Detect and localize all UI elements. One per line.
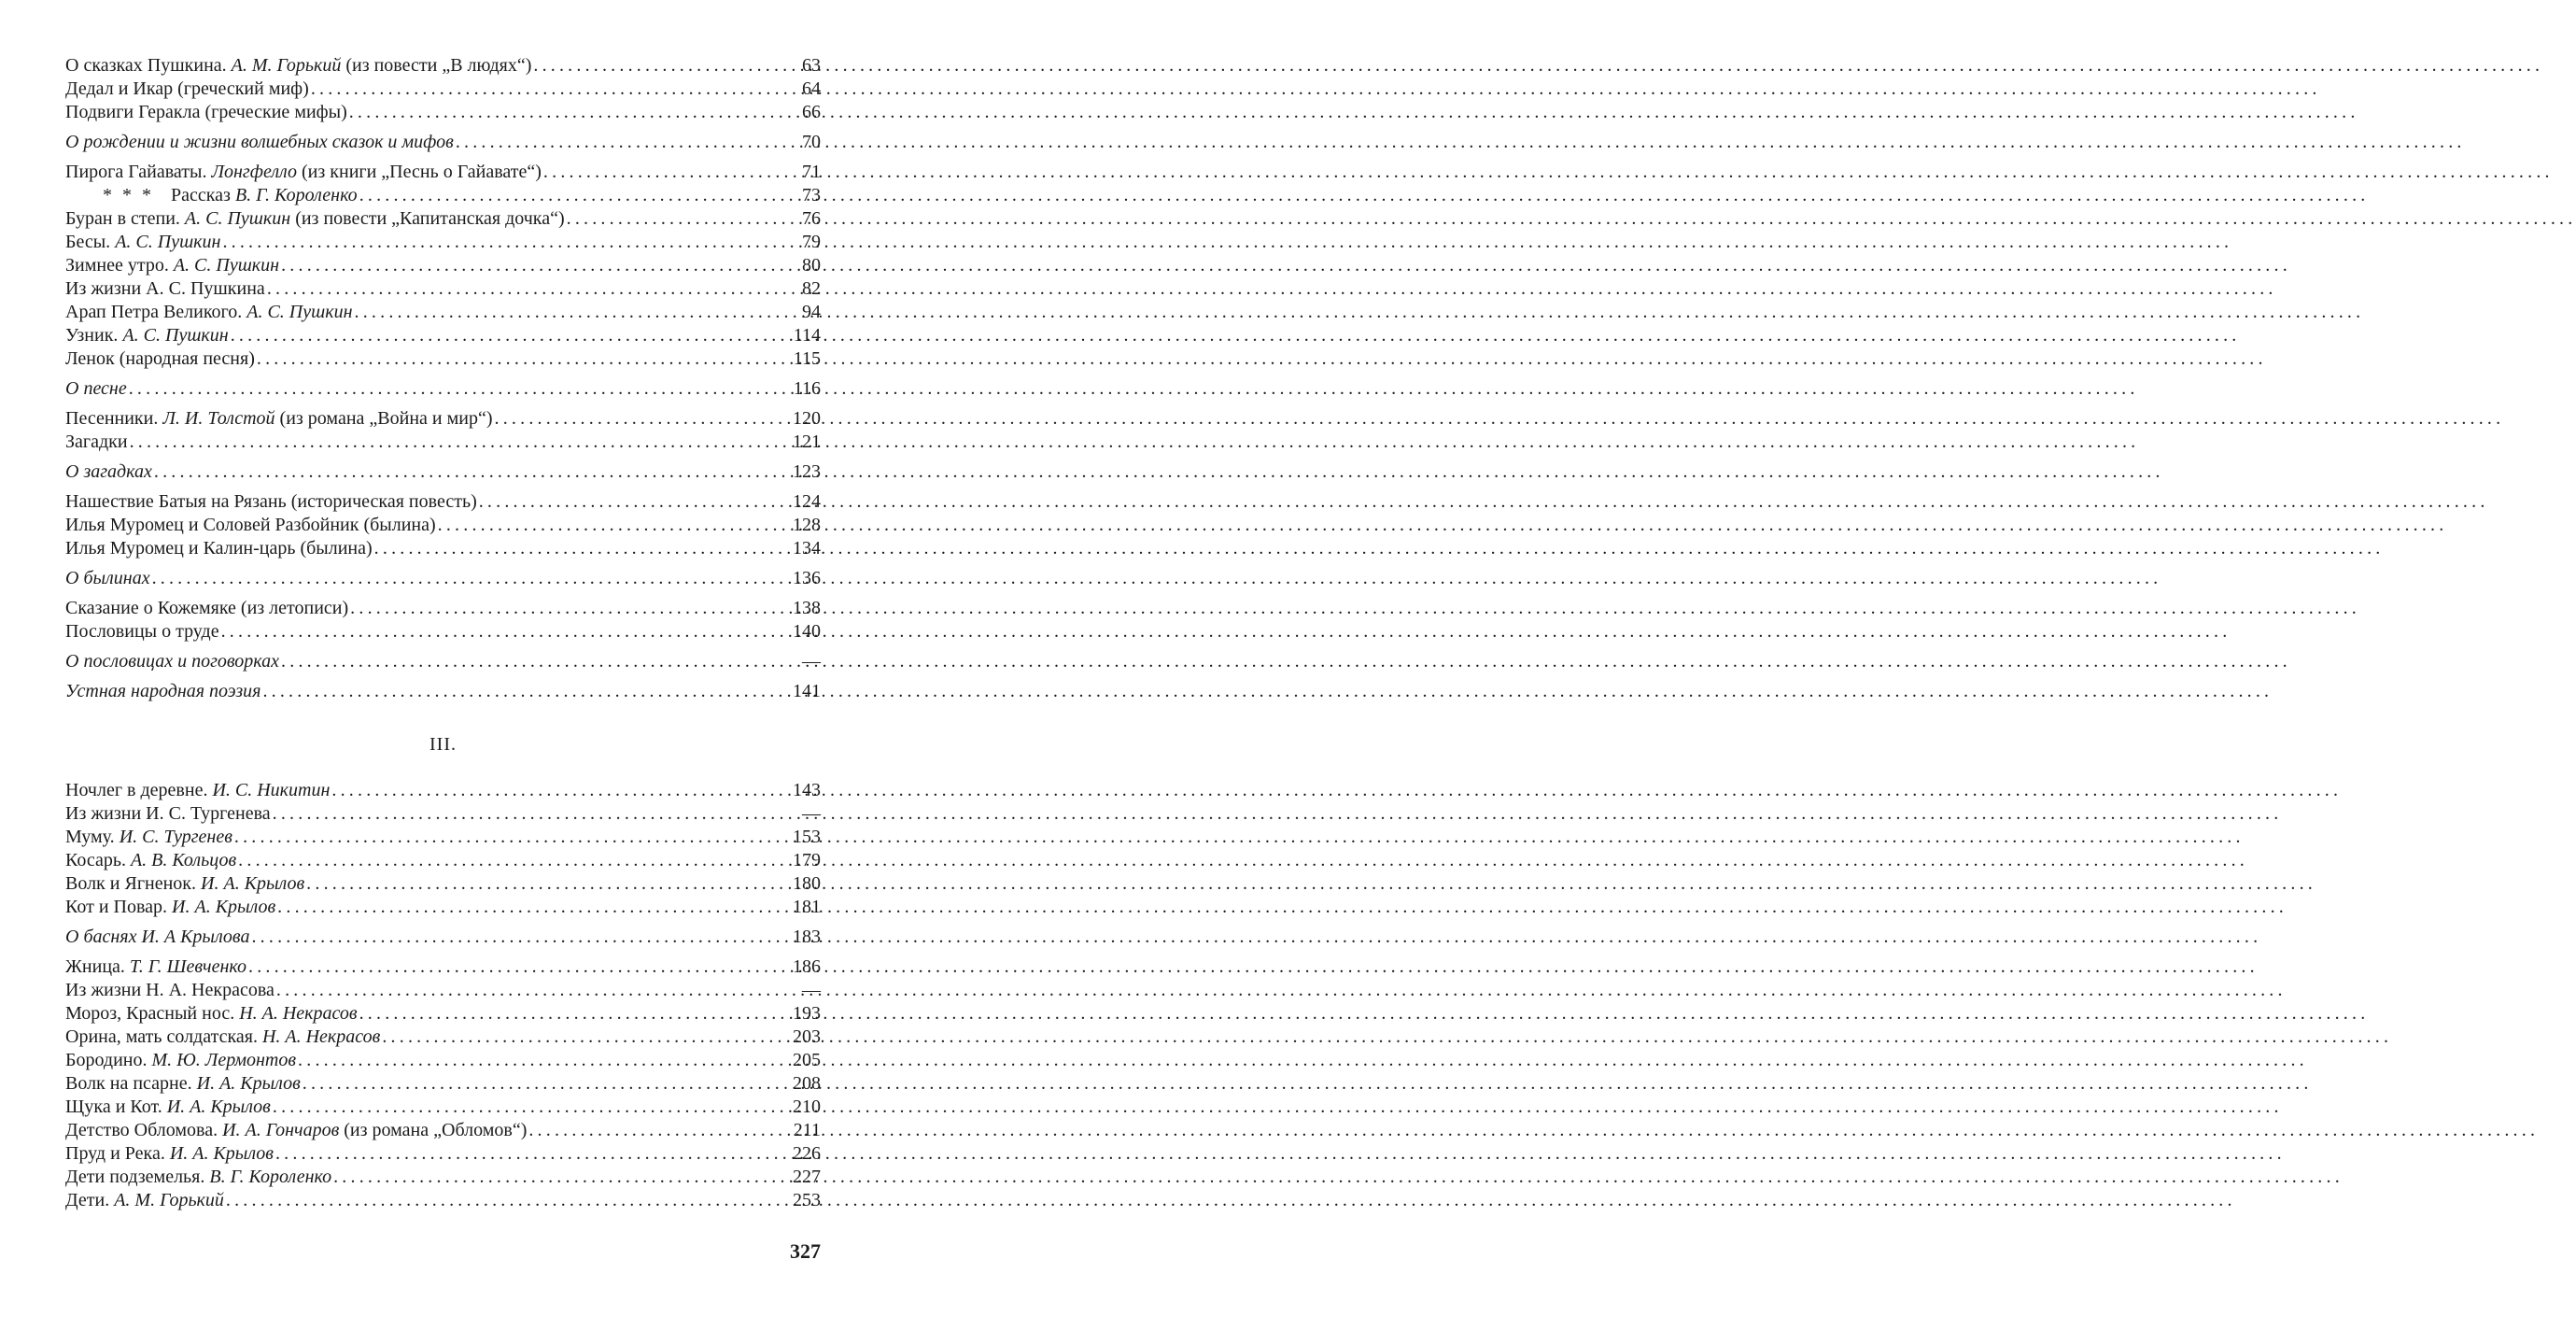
toc-entry-title-text: Нашествие Батыя на Рязань (историческая повесть) <box>65 491 477 512</box>
toc-entry-leader-dots <box>234 826 791 849</box>
toc-entry-title-text: Илья Муромец и Калин-царь (былина) <box>65 538 373 559</box>
toc-entry-page-number: 71 <box>802 162 821 182</box>
toc-entry-page-number: 116 <box>793 378 821 399</box>
toc-entry <box>65 101 821 124</box>
toc-entry <box>65 1096 821 1119</box>
toc-entry <box>65 1002 821 1026</box>
toc-entry-leader-dots <box>277 896 791 919</box>
toc-entry-title <box>65 779 330 802</box>
toc-entry-title <box>65 277 265 301</box>
toc-entry-page-number: 73 <box>802 185 821 205</box>
toc-entry-author: А. С. Пушкин <box>122 325 229 346</box>
toc-entry-title <box>65 431 128 454</box>
toc-entry <box>65 347 821 371</box>
toc-entry <box>65 597 821 620</box>
toc-entry-title <box>65 926 249 949</box>
toc-entry-title-text: Арап Петра Великого. <box>65 302 247 322</box>
toc-entry-italic-title: О баснях И. А Крылова <box>65 927 250 947</box>
toc-entry <box>65 650 821 673</box>
toc-entry-title <box>65 620 219 644</box>
toc-entry-title-text: Подвиги Геракла (греческие мифы) <box>65 102 347 122</box>
toc-entry-leader-dots <box>331 779 791 802</box>
toc-entry <box>65 779 821 802</box>
toc-entry-leader-dots <box>374 537 791 560</box>
toc-entry-page-number: 186 <box>793 956 821 977</box>
toc-entry-leader-dots <box>311 78 791 101</box>
toc-entry-author: И. А. Крылов <box>172 897 276 917</box>
toc-entry <box>65 231 821 254</box>
toc-entry-page-number: 253 <box>793 1190 821 1210</box>
toc-entry-page-number: 66 <box>802 102 821 122</box>
toc-entry-page-number: 63 <box>802 55 821 76</box>
toc-entry-title <box>65 567 150 590</box>
toc-entry-author: И. А. Крылов <box>169 1143 274 1164</box>
toc-entry-page-number: — <box>802 980 821 1000</box>
toc-entry-title-text: Орина, мать солдатская. <box>65 1026 262 1047</box>
toc-entry-italic-title: Устная народная поэзия <box>65 681 261 701</box>
toc-entry-title-text: Загадки <box>65 432 128 452</box>
toc-entry <box>65 802 821 826</box>
toc-entry-title <box>65 161 542 184</box>
toc-entry-title <box>65 460 152 484</box>
toc-entry-page-number: 140 <box>793 621 821 642</box>
toc-entry <box>65 979 821 1002</box>
toc-entry-title-suffix: (из романа „Обломов“) <box>339 1120 528 1140</box>
toc-entry-title-text: Песенники. <box>65 408 163 429</box>
toc-entry <box>65 161 821 184</box>
toc-entry-page-number: 181 <box>793 897 821 917</box>
toc-entry-title-text: Пирога Гайаваты. <box>65 162 212 182</box>
toc-entry-page-number: 120 <box>793 408 821 429</box>
toc-entry-page-number: 115 <box>793 348 821 369</box>
toc-entry-title-text: Бесы. <box>65 232 116 252</box>
toc-entry-leader-dots <box>154 460 791 484</box>
toc-entry-leader-dots <box>303 1072 791 1096</box>
toc-entry-leader-dots <box>333 1166 791 1189</box>
toc-entry <box>65 131 821 154</box>
toc-entry-author: М. Ю. Лермонтов <box>151 1050 297 1070</box>
toc-entry-title-text: Ленок (народная песня) <box>65 348 255 369</box>
toc-entry-author: А. В. Кольцов <box>130 850 237 870</box>
toc-entry <box>65 254 821 277</box>
toc-entry-author: В. Г. Короленко <box>209 1167 332 1187</box>
toc-entry-author: И. А. Крылов <box>166 1097 271 1117</box>
toc-entry-title-text: Косарь. <box>65 850 131 870</box>
toc-entry-author: Лонгфелло <box>211 162 298 182</box>
toc-entry-author: И. А. Крылов <box>196 1073 301 1094</box>
toc-entry-title <box>65 231 220 254</box>
toc-entry-leader-dots <box>273 1096 791 1119</box>
toc-entry-title <box>65 407 493 431</box>
toc-entry-title-text: Пословицы о труде <box>65 621 219 642</box>
toc-entry-page-number: 193 <box>793 1003 821 1024</box>
toc-entry-title-suffix: (из повести „Капитанская дочка“) <box>290 208 565 229</box>
toc-entry-title-text: Ночлег в деревне. <box>65 780 213 800</box>
toc-entry-page-number: 128 <box>793 515 821 535</box>
toc-entry-leader-dots <box>359 1002 791 1026</box>
toc-entry-title <box>65 54 531 78</box>
toc-entry-title-text: Кот и Повар. <box>65 897 173 917</box>
toc-entry <box>65 1189 821 1212</box>
toc-entry-title <box>65 324 229 347</box>
toc-entry-title <box>65 1119 527 1142</box>
toc-entry <box>65 514 821 537</box>
toc-entry <box>65 301 821 324</box>
toc-entry-leader-dots <box>533 54 791 78</box>
toc-entry-title-text: Щука и Кот. <box>65 1097 167 1117</box>
toc-entry-author: Т. Г. Шевченко <box>129 956 246 977</box>
toc-entry-leader-dots <box>238 849 791 872</box>
toc-entry <box>65 1049 821 1072</box>
toc-entry <box>65 680 821 703</box>
toc-entry-author: И. С. Тургенев <box>119 827 232 847</box>
toc-entry-title <box>65 301 353 324</box>
toc-entry-page-number: — <box>802 803 821 824</box>
toc-entry-leader-dots <box>382 1026 791 1049</box>
toc-entry-title-text: Рассказ <box>171 185 235 205</box>
toc-entry <box>65 277 821 301</box>
toc-entry-leader-dots <box>495 407 791 431</box>
toc-entry-italic-title: О загадках <box>65 461 152 482</box>
toc-entry-leader-dots <box>355 301 791 324</box>
toc-entry-leader-dots <box>543 161 791 184</box>
toc-entry-title-text: О сказках Пушкина. <box>65 55 232 76</box>
toc-entry <box>65 460 821 484</box>
toc-entry-leader-dots <box>262 680 791 703</box>
toc-entry <box>65 620 821 644</box>
toc-entry-page-number: — <box>802 651 821 672</box>
toc-entry <box>65 407 821 431</box>
toc-entry-leader-dots <box>350 597 791 620</box>
toc-entry <box>65 207 821 231</box>
toc-entry <box>65 377 821 401</box>
toc-entry-leader-dots <box>281 650 791 673</box>
toc-entry <box>65 1142 821 1166</box>
toc-entry-title <box>65 826 232 849</box>
toc-entry-leader-dots <box>129 377 791 401</box>
toc-entry-page-number: 153 <box>793 827 821 847</box>
toc-entry-author: И. С. Никитин <box>212 780 331 800</box>
toc-entry-title <box>65 872 304 896</box>
toc-entry-stars: * * * <box>103 185 154 205</box>
toc-entry-title-text: Зимнее утро. <box>65 255 174 276</box>
toc-entry-page-number: 210 <box>793 1097 821 1117</box>
toc-list-part1 <box>65 54 821 703</box>
toc-entry <box>65 431 821 454</box>
toc-entry-italic-title: О пословицах и поговорках <box>65 651 280 672</box>
toc-entry-title-suffix: (из книги „Песнь о Гайавате“) <box>297 162 542 182</box>
toc-entry-leader-dots <box>349 101 791 124</box>
toc-entry-leader-dots <box>273 802 791 826</box>
toc-list-part2 <box>65 779 821 1212</box>
toc-entry <box>65 184 821 207</box>
toc-entry-title <box>65 597 348 620</box>
toc-entry <box>65 1119 821 1142</box>
toc-entry-italic-title: О былинах <box>65 568 150 588</box>
toc-entry <box>65 872 821 896</box>
toc-entry-title <box>65 254 279 277</box>
toc-entry-title <box>65 184 358 207</box>
toc-entry-page-number: 227 <box>793 1167 821 1187</box>
toc-entry-title <box>65 802 271 826</box>
toc-entry-title-text: Из жизни И. С. Тургенева <box>65 803 271 824</box>
toc-entry-leader-dots <box>251 926 791 949</box>
toc-entry-title-text: Из жизни Н. А. Некрасова <box>65 980 274 1000</box>
toc-entry-author: А. С. Пушкин <box>173 255 280 276</box>
toc-entry-title-text: Муму. <box>65 827 120 847</box>
toc-entry-title <box>65 347 255 371</box>
toc-entry-title-text: Волк и Ягненок. <box>65 873 202 894</box>
toc-entry-page-number: 136 <box>793 568 821 588</box>
toc-entry-title <box>65 1049 296 1072</box>
toc-entry-author: Н. А. Некрасов <box>239 1003 358 1024</box>
toc-entry-title-text: Пруд и Река. <box>65 1143 170 1164</box>
toc-entry-title <box>65 979 274 1002</box>
toc-entry-leader-dots <box>479 490 791 514</box>
toc-entry-title <box>65 377 127 401</box>
toc-entry-page-number: 114 <box>793 325 821 346</box>
toc-entry-title <box>65 207 565 231</box>
toc-entry-title <box>65 955 246 979</box>
toc-entry-leader-dots <box>567 207 791 231</box>
toc-entry-page-number: 141 <box>793 681 821 701</box>
toc-entry-title <box>65 537 373 560</box>
toc-entry-leader-dots <box>222 231 791 254</box>
toc-entry-author: Л. И. Толстой <box>162 408 275 429</box>
toc-entry-title-suffix: (из повести „В людях“) <box>341 55 532 76</box>
toc-entry-page-number: 94 <box>802 302 821 322</box>
toc-entry <box>65 1026 821 1049</box>
toc-entry-title-text: Мороз, Красный нос. <box>65 1003 240 1024</box>
toc-entry-leader-dots <box>456 131 791 154</box>
toc-entry-author: А. М. Горький <box>231 55 342 76</box>
section-heading: III. <box>429 734 457 755</box>
toc-entry-page-number: 80 <box>802 255 821 276</box>
toc-entry-italic-title: О рождении и жизни волшебных сказок и мифов <box>65 132 454 152</box>
toc-entry-page-number: 226 <box>793 1143 821 1164</box>
toc-entry-page-number: 179 <box>793 850 821 870</box>
toc-entry-italic-title: О песне <box>65 378 127 399</box>
toc-entry-leader-dots <box>248 955 791 979</box>
toc-entry <box>65 849 821 872</box>
toc-entry-title-text: Дети. <box>65 1190 115 1210</box>
toc-entry-title-text: Жница. <box>65 956 130 977</box>
toc-entry-title-text: Дети подземелья. <box>65 1167 210 1187</box>
toc-entry-author: А. С. Пушкин <box>246 302 353 322</box>
toc-entry-page-number: 123 <box>793 461 821 482</box>
toc-entry-title <box>65 1072 301 1096</box>
toc-entry-leader-dots <box>267 277 791 301</box>
toc-entry <box>65 896 821 919</box>
toc-entry-title <box>65 1002 358 1026</box>
toc-entry-leader-dots <box>281 254 791 277</box>
toc-entry-page-number: 183 <box>793 927 821 947</box>
toc-entry-leader-dots <box>275 1142 791 1166</box>
toc-entry <box>65 537 821 560</box>
toc-entry-title-text: Сказание о Кожемяке (из летописи) <box>65 598 349 618</box>
toc-entry <box>65 54 821 78</box>
toc-entry-title <box>65 896 275 919</box>
toc-entry-leader-dots <box>152 567 791 590</box>
toc-entry-title-text: Буран в степи. <box>65 208 185 229</box>
toc-entry-title <box>65 490 477 514</box>
toc-entry-leader-dots <box>438 514 791 537</box>
toc-entry-title <box>65 1096 271 1119</box>
toc-entry <box>65 1072 821 1096</box>
toc-entry-leader-dots <box>528 1119 791 1142</box>
toc-entry-title-text: Илья Муромец и Соловей Разбойник (былина) <box>65 515 436 535</box>
toc-entry-title-text: Дедал и Икар (греческий миф) <box>65 78 309 99</box>
toc-entry-page-number: 211 <box>793 1120 821 1140</box>
toc-entry-page-number: 143 <box>793 780 821 800</box>
toc-entry-page-number: 138 <box>793 598 821 618</box>
toc-entry-author: И. А. Гончаров <box>222 1120 340 1140</box>
toc-entry-title <box>65 101 347 124</box>
toc-entry-title <box>65 849 236 872</box>
toc-entry-title <box>65 680 260 703</box>
toc-entry-title-suffix: (из романа „Война и мир“) <box>274 408 493 429</box>
toc-entry <box>65 567 821 590</box>
toc-entry-page-number: 124 <box>793 491 821 512</box>
toc-entry-title-text: Из жизни А. С. Пушкина <box>65 278 265 299</box>
toc-entry-author: А. С. Пушкин <box>115 232 221 252</box>
toc-entry-author: А. С. Пушкин <box>184 208 291 229</box>
toc-entry-title-text: Бородино. <box>65 1050 152 1070</box>
toc-entry-author: А. М. Горький <box>114 1190 224 1210</box>
toc-entry-title <box>65 1142 274 1166</box>
page-number-folio: 327 <box>790 1239 821 1263</box>
toc-entry-author: В. Г. Короленко <box>234 185 358 205</box>
toc-entry-title <box>65 1026 380 1049</box>
toc-entry-page-number: 205 <box>793 1050 821 1070</box>
toc-entry-page-number: 79 <box>802 232 821 252</box>
toc-page <box>65 54 821 1212</box>
toc-entry-title <box>65 1166 331 1189</box>
toc-entry-title <box>65 650 279 673</box>
toc-entry-page-number: 121 <box>793 432 821 452</box>
toc-entry-title-text: Волк на псарне. <box>65 1073 197 1094</box>
toc-entry-title <box>65 131 454 154</box>
toc-entry-page-number: 82 <box>802 278 821 299</box>
toc-entry <box>65 955 821 979</box>
toc-entry-leader-dots <box>359 184 791 207</box>
toc-entry-leader-dots <box>130 431 791 454</box>
toc-entry-author: И. А. Крылов <box>201 873 305 894</box>
toc-entry-title <box>65 514 436 537</box>
toc-entry-page-number: 76 <box>802 208 821 229</box>
toc-entry-page-number: 134 <box>793 538 821 559</box>
toc-entry-page-number: 208 <box>793 1073 821 1094</box>
toc-entry-title <box>65 78 309 101</box>
toc-entry-page-number: 180 <box>793 873 821 894</box>
toc-entry-page-number: 64 <box>802 78 821 99</box>
toc-entry <box>65 1166 821 1189</box>
toc-entry <box>65 324 821 347</box>
toc-entry-leader-dots <box>226 1189 791 1212</box>
toc-entry-leader-dots <box>221 620 791 644</box>
toc-entry <box>65 78 821 101</box>
toc-entry-title-text: Узник. <box>65 325 123 346</box>
toc-entry-leader-dots <box>257 347 791 371</box>
toc-entry-author: Н. А. Некрасов <box>261 1026 381 1047</box>
toc-entry <box>65 490 821 514</box>
toc-entry-leader-dots <box>306 872 791 896</box>
toc-entry-title-text: Детство Обломова. <box>65 1120 223 1140</box>
toc-entry-title <box>65 1189 224 1212</box>
toc-entry-leader-dots <box>231 324 791 347</box>
toc-entry <box>65 826 821 849</box>
toc-entry-leader-dots <box>298 1049 791 1072</box>
toc-entry-page-number: 70 <box>802 132 821 152</box>
toc-entry-leader-dots <box>276 979 791 1002</box>
toc-entry <box>65 926 821 949</box>
toc-entry-page-number: 203 <box>793 1026 821 1047</box>
